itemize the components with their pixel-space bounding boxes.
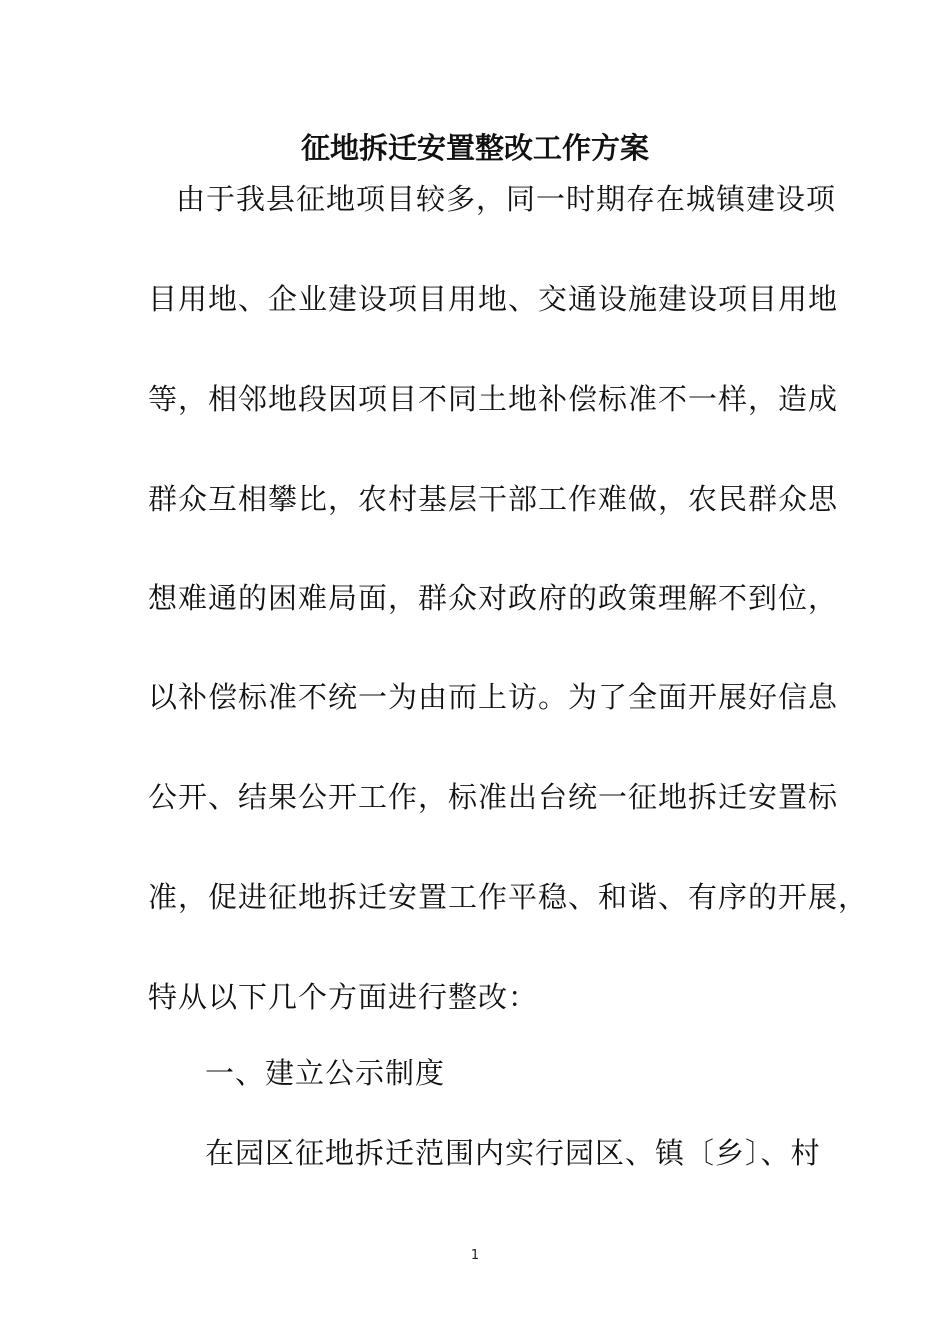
text-line-11: 在园区征地拆迁范围内实行园区、镇〔乡〕、村	[205, 1136, 821, 1170]
text-line-4: 群众互相攀比，农村基层干部工作难做，农民群众思	[148, 482, 839, 516]
document-title: 征地拆迁安置整改工作方案	[300, 131, 649, 165]
text-line-6: 以补偿标准不统一为由而上访。为了全面开展好信息	[148, 680, 839, 714]
text-line-5: 想难通的困难局面，群众对政府的政策理解不到位，	[148, 581, 839, 615]
text-line-2: 目用地、企业建设项目用地、交通设施建设项目用地	[148, 282, 839, 316]
section-heading: 一、建立公示制度	[205, 1056, 446, 1090]
text-line-7: 公开、结果公开工作，标准出台统一征地拆迁安置标	[148, 780, 839, 814]
text-line-9: 特从以下几个方面进行整改：	[148, 980, 539, 1014]
text-line-1: 由于我县征地项目较多，同一时期存在城镇建设项	[176, 182, 837, 216]
text-line-8: 准，促进征地拆迁安置工作平稳、和谐、有序的开展，	[148, 880, 869, 914]
text-line-3: 等，相邻地段因项目不同土地补偿标准不一样，造成	[148, 382, 839, 416]
page-number: 1	[470, 1248, 480, 1263]
